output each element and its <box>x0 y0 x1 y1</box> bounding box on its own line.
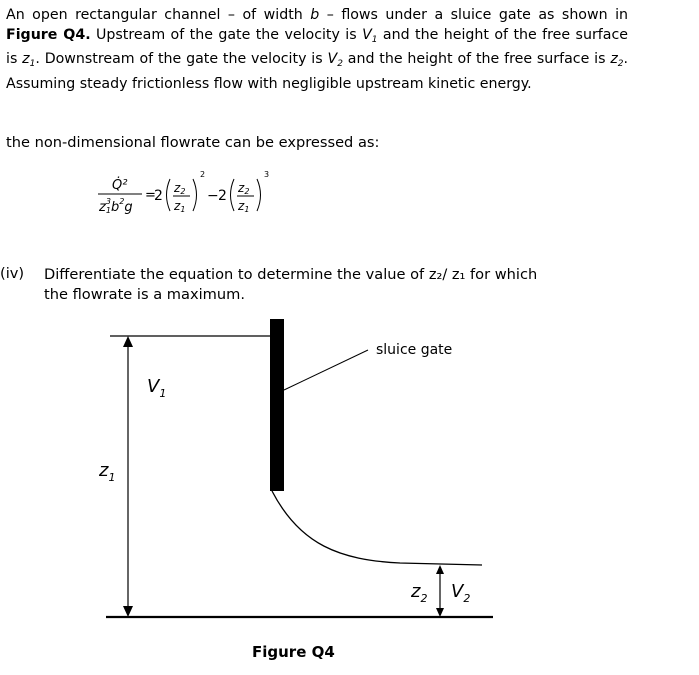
eq-den-g: g <box>124 200 133 215</box>
z1-arrowhead-bottom <box>123 606 133 617</box>
sluice-gate-label: sluice gate <box>376 342 453 358</box>
eq-frac1-den-sub: 1 <box>180 205 186 214</box>
z1-label-sub: 1 <box>108 471 116 484</box>
eq-minus: − <box>207 188 219 204</box>
v1-label: V <box>147 376 160 397</box>
v2-subscript: 2 <box>337 59 343 70</box>
eq-exponent-1: 2 <box>200 170 206 179</box>
intro-text-2: – flows under a sluice gate as shown in <box>319 7 628 23</box>
z2-arrowhead-bottom <box>436 608 444 617</box>
z1-label: z <box>99 460 109 481</box>
v1-label-sub: 1 <box>159 387 167 400</box>
eq-den-b: b <box>111 200 120 215</box>
eq-den-b-sup: 2 <box>119 197 125 206</box>
eq-exponent-2: 3 <box>264 170 270 179</box>
sluice-gate <box>270 319 284 491</box>
eq-frac2-num-sub: 2 <box>244 187 250 196</box>
eq-frac2-den: z <box>238 199 245 213</box>
eq-den-z-sub: 1 <box>105 206 111 215</box>
figure-caption: Figure Q4 <box>252 643 335 661</box>
v1-symbol: V <box>362 26 372 43</box>
v2-label-sub: 2 <box>463 592 471 605</box>
eq-frac2-den-sub: 1 <box>244 205 250 214</box>
eq-equals: = <box>145 188 156 203</box>
intro-text-1: An open rectangular channel – of width <box>6 7 311 23</box>
eq-coef-1: 2 <box>154 188 163 204</box>
eq-frac2-num: z <box>238 181 245 195</box>
statement-text: the non-dimensional flowrate can be expressed as: <box>6 134 380 151</box>
downstream-free-surface <box>272 491 482 565</box>
z1-subscript: 1 <box>29 59 36 70</box>
z1-symbol: z <box>22 51 30 68</box>
question-label: (iv) <box>0 265 25 282</box>
eq-frac1-den: z <box>174 199 181 213</box>
width-symbol: b <box>310 7 320 23</box>
v2-symbol: V <box>327 51 338 68</box>
eq-numerator: Q̇² <box>112 178 128 193</box>
eq-coef-2: 2 <box>218 188 227 204</box>
v2-label: V <box>451 581 464 602</box>
z2-arrowhead-top <box>436 565 444 574</box>
intro-text-5: . Downstream of the gate the velocity is <box>35 51 328 68</box>
svg-text:V2 <box>451 581 470 605</box>
eq-den-z: z <box>99 200 106 215</box>
svg-text:V1 <box>147 376 166 400</box>
z1-arrowhead-top <box>123 336 133 347</box>
svg-text:z1 <box>98 460 115 484</box>
v1-subscript: 1 <box>371 34 378 45</box>
eq-frac1-num-sub: 2 <box>180 187 186 196</box>
eq-frac1-num: z <box>174 181 181 195</box>
z2-subscript: 2 <box>617 59 624 70</box>
z2-label: z <box>411 581 421 602</box>
z2-symbol: z <box>610 51 618 68</box>
intro-text-6: and the height of the free surface is <box>342 51 611 68</box>
intro-text-4: and the height of the free surface is <box>6 26 628 68</box>
intro-text-7: . Assuming steady frictionless flow with negligible upstream kinetic energy. <box>6 51 629 92</box>
sluice-gate-leader <box>284 350 368 390</box>
svg-text:z2 <box>410 581 427 605</box>
z2-label-sub: 2 <box>420 592 428 605</box>
figure-reference: Figure Q4. <box>6 26 91 43</box>
intro-text-3: Upstream of the gate the velocity is <box>90 26 363 43</box>
question-text: Differentiate the equation to determine the value of z₂/ z₁ for which the flowrate is a maximum. <box>44 266 538 303</box>
eq-den-z-sup: 3 <box>105 197 112 206</box>
